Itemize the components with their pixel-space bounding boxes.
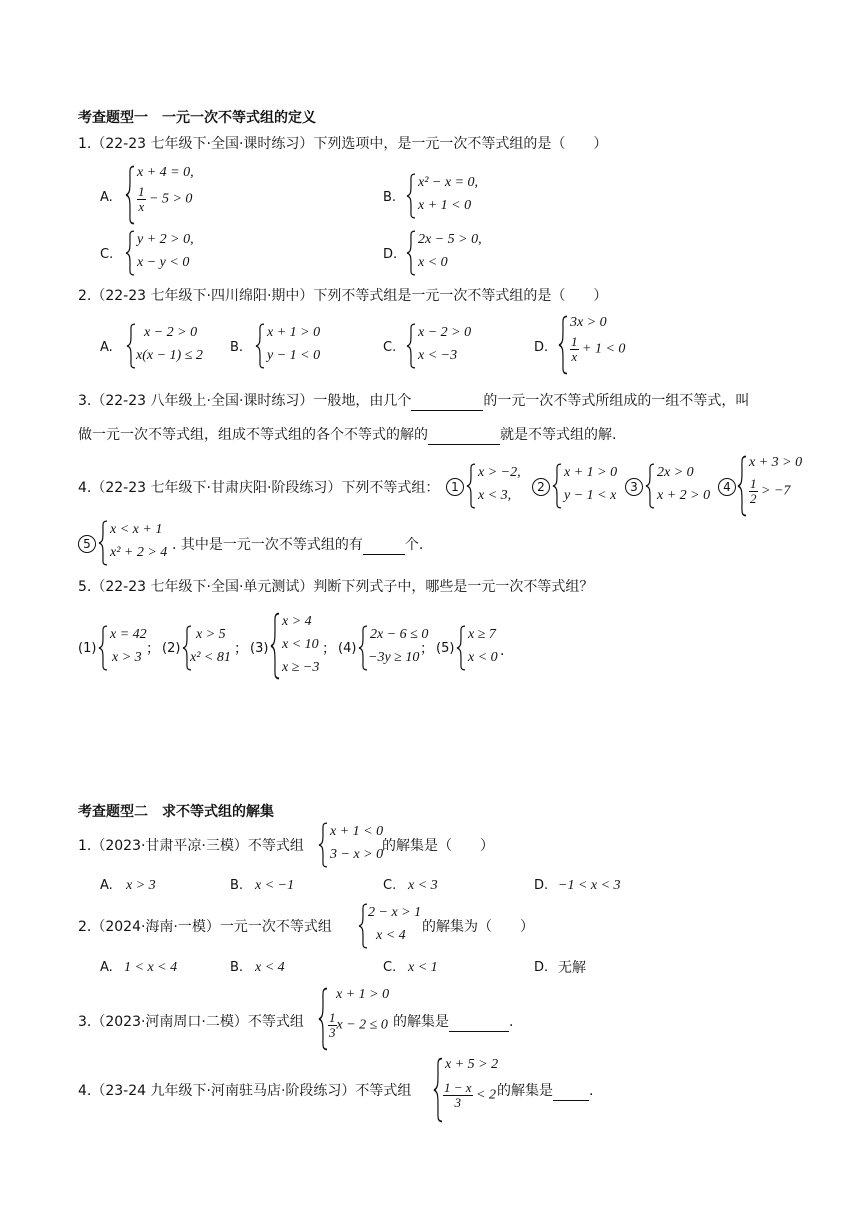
s2-q3-system: x + 1 > 0 $\frac{1}{3}$ x − 2 ≤ 0 — [318, 987, 398, 1051]
option-a-value: x > 3 — [126, 878, 156, 893]
fill-blank[interactable] — [553, 1082, 589, 1101]
option-a-system: x − 2 > 0 x(x − 1) ≤ 2 — [126, 323, 226, 369]
option-c-label: C. — [383, 340, 397, 355]
option-d-label: D. — [534, 340, 549, 355]
fill-blank[interactable] — [428, 426, 500, 445]
system-4: x + 3 > 0 $\frac{1}{2}$ > −7 — [737, 455, 812, 517]
option-c-system: y + 2 > 0, x − y < 0 — [125, 230, 235, 276]
item-4-system: 2x − 6 ≤ 0 −3y ≥ 10 — [358, 625, 438, 671]
s2-question-1-post: 的解集是（ ） — [382, 838, 494, 854]
brace-icon — [358, 625, 368, 671]
option-a-label: A. — [100, 960, 113, 975]
s2-q2-system: 2 − x > 1 x < 4 — [358, 903, 428, 949]
fill-blank[interactable] — [363, 536, 405, 555]
s2-question-1-pre: 1.（2023·甘肃平凉·三模）不等式组 — [78, 838, 304, 854]
item-5-label: (5) — [436, 641, 455, 656]
separator: ； — [234, 641, 248, 657]
brace-icon — [255, 323, 265, 369]
item-4-label: (4) — [338, 641, 357, 656]
item-3-system: x > 4 x < 10 x ≥ −3 — [270, 612, 340, 680]
item-2-label: (2) — [162, 641, 181, 656]
s2-q1-system: x + 1 < 0 3 − x > 0 — [318, 822, 398, 868]
option-d-system: 3x > 0 $\frac{1}{x}$ + 1 < 0 — [558, 315, 648, 375]
system-1: x > −2, x < 3, — [466, 463, 536, 509]
brace-icon — [737, 455, 747, 517]
option-a-label: A. — [100, 878, 113, 893]
question-3-line2: 做一元一次不等式组，组成不等式组的各个不等式的解的 就是不等式组的解. — [78, 427, 617, 443]
system-2: x + 1 > 0 y − 1 < x — [552, 463, 632, 509]
option-a-system: x + 4 = 0, $\frac{1}{x}$ − 5 > 0 — [125, 165, 235, 225]
system-3: 2x > 0 x + 2 > 0 — [645, 463, 725, 509]
question-3-line1: 3.（22-23 八年级上·全国·课时练习）一般地，由几个 的一元一次不等式所组成的一组不等式，叫 — [78, 393, 750, 409]
option-d-label: D. — [534, 960, 549, 975]
brace-icon — [98, 625, 108, 671]
separator: ； — [146, 641, 160, 657]
s2-question-3-post: 的解集是 . — [393, 1014, 514, 1030]
separator: ； — [322, 641, 336, 657]
brace-icon — [270, 612, 280, 680]
option-c-system: x − 2 > 0 x < −3 — [406, 323, 496, 369]
brace-icon — [456, 625, 466, 671]
item-3-label: (3) — [250, 641, 269, 656]
option-d-system: 2x − 5 > 0, x < 0 — [406, 230, 516, 276]
question-4-tail: . 其中是一元一次不等式组的有 个. — [172, 537, 424, 553]
circled-number-icon: 4 — [718, 478, 736, 496]
option-d-value: 无解 — [558, 960, 586, 976]
brace-icon — [125, 165, 135, 225]
option-c-label: C. — [100, 247, 114, 262]
brace-icon — [552, 463, 562, 509]
brace-icon — [126, 323, 136, 369]
item-1-label: (1) — [78, 641, 97, 656]
option-b-label: B. — [383, 190, 397, 205]
brace-icon — [406, 173, 416, 219]
option-c-value: x < 1 — [408, 960, 438, 975]
s2-question-4-post: 的解集是 . — [497, 1083, 594, 1099]
s2-question-2-post: 的解集为（ ） — [422, 919, 534, 935]
brace-icon — [433, 1057, 443, 1123]
option-a-value: 1 < x < 4 — [124, 960, 178, 975]
separator: ； — [420, 641, 434, 657]
brace-icon — [358, 903, 368, 949]
question-1-stem: 1.（22-23 七年级下·全国·课时练习）下列选项中，是一元一次不等式组的是（ ） — [78, 136, 608, 152]
option-b-label: B. — [230, 960, 244, 975]
option-a-label: A. — [100, 340, 113, 355]
item-2-system: x > 5 x² < 81 — [182, 625, 252, 671]
option-b-label: B. — [230, 340, 244, 355]
brace-icon — [125, 230, 135, 276]
circled-number-icon: 5 — [78, 535, 96, 553]
brace-icon — [406, 323, 416, 369]
item-1-system: x = 42 x > 3 — [98, 625, 158, 671]
circled-number-icon: 1 — [446, 478, 464, 496]
system-5: x < x + 1 x² + 2 > 4 — [98, 520, 178, 566]
brace-icon — [466, 463, 476, 509]
fill-blank[interactable] — [411, 392, 483, 411]
s2-question-4-pre: 4.（23-24 九年级下·河南驻马店·阶段练习）不等式组 — [78, 1083, 412, 1099]
option-b-label: B. — [230, 878, 244, 893]
question-5-stem: 5.（22-23 七年级下·全国·单元测试）判断下列式子中，哪些是一元一次不等式组？ — [78, 579, 594, 595]
option-b-system: x + 1 > 0 y − 1 < 0 — [255, 323, 345, 369]
period: . — [500, 643, 505, 659]
s2-q4-system: x + 5 > 2 $\frac{1 - x}{3}$ < 2 — [433, 1057, 503, 1123]
section-title-2: 考查题型二 求不等式组的解集 — [78, 804, 274, 820]
circled-number-icon: 3 — [625, 478, 643, 496]
section-title-1: 考查题型一 一元一次不等式组的定义 — [78, 110, 316, 126]
s2-question-2-pre: 2.（2024·海南·一模）一元一次不等式组 — [78, 919, 332, 935]
circled-number-icon: 2 — [532, 478, 550, 496]
question-2-stem: 2.（22-23 七年级下·四川绵阳·期中）下列不等式组是一元一次不等式组的是（ ） — [78, 288, 608, 304]
brace-icon — [318, 822, 328, 868]
option-a-label: A. — [100, 190, 113, 205]
brace-icon — [645, 463, 655, 509]
brace-icon — [98, 520, 108, 566]
question-4-stem: 4.（22-23 七年级下·甘肃庆阳·阶段练习）下列不等式组： — [78, 480, 440, 496]
option-b-value: x < −1 — [255, 878, 295, 893]
brace-icon — [558, 315, 568, 375]
option-b-system: x² − x = 0, x + 1 < 0 — [406, 173, 516, 219]
option-c-value: x < 3 — [408, 878, 438, 893]
option-d-label: D. — [534, 878, 549, 893]
s2-question-3-pre: 3.（2023·河南周口·二模）不等式组 — [78, 1014, 304, 1030]
item-5-system: x ≥ 7 x < 0 — [456, 625, 506, 671]
option-d-value: −1 < x < 3 — [558, 878, 621, 893]
option-c-label: C. — [383, 960, 397, 975]
brace-icon — [318, 987, 328, 1051]
option-c-label: C. — [383, 878, 397, 893]
option-d-label: D. — [383, 247, 398, 262]
fill-blank[interactable] — [449, 1013, 509, 1032]
option-b-value: x < 4 — [255, 960, 285, 975]
brace-icon — [406, 230, 416, 276]
